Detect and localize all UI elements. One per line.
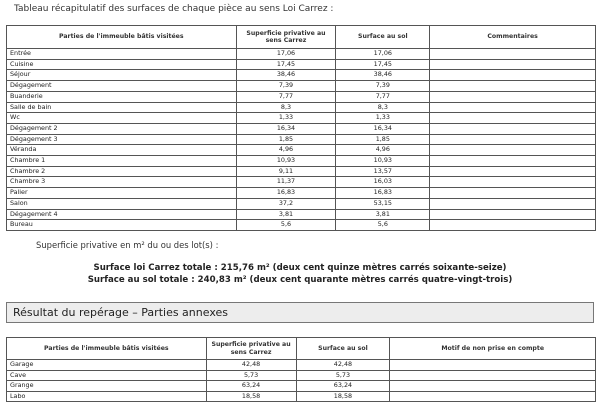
cell-surface-sol: 5,73 bbox=[296, 370, 390, 381]
table-row bbox=[7, 134, 596, 145]
cell-surface-sol: 7,39 bbox=[336, 81, 430, 92]
table-row bbox=[7, 220, 596, 231]
cell-commentaire bbox=[390, 370, 596, 381]
cell-surface-sol: 16,83 bbox=[336, 188, 430, 199]
header-parties: Parties de l'immeuble bâtis visitées bbox=[7, 26, 237, 49]
cell-superficie-carrez: 11,37 bbox=[236, 177, 336, 188]
table-row bbox=[7, 59, 596, 70]
cell-commentaire bbox=[430, 145, 596, 156]
cell-piece: Chambre 2 bbox=[7, 166, 237, 177]
table-row bbox=[7, 81, 596, 92]
privative-label: Superficie privative en m² du ou des lot(s) : bbox=[36, 240, 219, 250]
header-superficie-carrez: Superficie privative au sens Carrez bbox=[236, 26, 336, 49]
cell-surface-sol: 5,6 bbox=[336, 220, 430, 231]
cell-commentaire bbox=[430, 220, 596, 231]
cell-surface-sol: 1,33 bbox=[336, 113, 430, 124]
surfaces-table-body bbox=[7, 49, 596, 231]
cell-superficie-carrez: 5,73 bbox=[206, 370, 296, 381]
table-row bbox=[7, 70, 596, 81]
table-row bbox=[7, 198, 596, 209]
section-header bbox=[6, 302, 594, 323]
cell-superficie-carrez: 4,96 bbox=[236, 145, 336, 156]
cell-surface-sol: 3,81 bbox=[336, 209, 430, 220]
cell-superficie-carrez: 18,58 bbox=[206, 391, 296, 402]
cell-commentaire bbox=[430, 102, 596, 113]
cell-superficie-carrez: 7,39 bbox=[236, 81, 336, 92]
cell-superficie-carrez: 1,85 bbox=[236, 134, 336, 145]
cell-commentaire bbox=[430, 59, 596, 70]
cell-piece: Véranda bbox=[7, 145, 237, 156]
cell-commentaire bbox=[430, 209, 596, 220]
cell-superficie-carrez: 5,6 bbox=[236, 220, 336, 231]
cell-piece: Grange bbox=[7, 381, 207, 392]
intro-text: Tableau récapitulatif des surfaces de chaque pièce au sens Loi Carrez : bbox=[14, 4, 334, 14]
table-row bbox=[7, 360, 596, 371]
table-row bbox=[7, 123, 596, 134]
cell-commentaire bbox=[430, 166, 596, 177]
table-row bbox=[7, 177, 596, 188]
cell-surface-sol: 4,96 bbox=[336, 145, 430, 156]
cell-commentaire bbox=[390, 381, 596, 392]
table-row bbox=[7, 391, 596, 402]
cell-commentaire bbox=[430, 156, 596, 167]
cell-superficie-carrez: 16,34 bbox=[236, 123, 336, 134]
cell-piece: Cuisine bbox=[7, 59, 237, 70]
cell-superficie-carrez: 8,3 bbox=[236, 102, 336, 113]
table-row bbox=[7, 166, 596, 177]
cell-superficie-carrez: 1,33 bbox=[236, 113, 336, 124]
header-surface-sol: Surface au sol bbox=[296, 338, 390, 360]
header-motif: Motif de non prise en compte bbox=[390, 338, 596, 360]
cell-superficie-carrez: 10,93 bbox=[236, 156, 336, 167]
cell-surface-sol: 53,15 bbox=[336, 198, 430, 209]
cell-commentaire bbox=[430, 123, 596, 134]
table-row bbox=[7, 102, 596, 113]
cell-piece: Palier bbox=[7, 188, 237, 199]
header-surface-sol: Surface au sol bbox=[336, 26, 430, 49]
cell-commentaire bbox=[430, 188, 596, 199]
cell-superficie-carrez: 38,46 bbox=[236, 70, 336, 81]
table-row bbox=[7, 113, 596, 124]
cell-piece: Salle de bain bbox=[7, 102, 237, 113]
total-carrez: Surface loi Carrez totale : 215,76 m² (deux cent quinze mètres carrés soixante-seize) bbox=[93, 263, 507, 273]
cell-superficie-carrez: 42,48 bbox=[206, 360, 296, 371]
cell-piece: Cave bbox=[7, 370, 207, 381]
cell-commentaire bbox=[430, 49, 596, 60]
cell-superficie-carrez: 37,2 bbox=[236, 198, 336, 209]
total-sol: Surface au sol totale : 240,83 m² (deux cent quarante mètres carrés quatre-vingt-trois) bbox=[87, 275, 513, 285]
table-header-row bbox=[7, 26, 596, 49]
cell-commentaire bbox=[430, 198, 596, 209]
cell-superficie-carrez: 63,24 bbox=[206, 381, 296, 392]
cell-piece: Dégagement 2 bbox=[7, 123, 237, 134]
cell-piece: Salon bbox=[7, 198, 237, 209]
cell-piece: Bureau bbox=[7, 220, 237, 231]
cell-superficie-carrez: 17,45 bbox=[236, 59, 336, 70]
cell-superficie-carrez: 9,11 bbox=[236, 166, 336, 177]
cell-piece: Labo bbox=[7, 391, 207, 402]
cell-superficie-carrez: 7,77 bbox=[236, 91, 336, 102]
header-superficie-carrez: Superficie privative au sens Carrez bbox=[206, 338, 296, 360]
cell-commentaire bbox=[430, 70, 596, 81]
cell-surface-sol: 42,48 bbox=[296, 360, 390, 371]
cell-commentaire bbox=[390, 360, 596, 371]
cell-superficie-carrez: 16,83 bbox=[236, 188, 336, 199]
cell-commentaire bbox=[430, 81, 596, 92]
annexes-table-body bbox=[7, 360, 596, 402]
cell-surface-sol: 7,77 bbox=[336, 91, 430, 102]
cell-piece: Dégagement 4 bbox=[7, 209, 237, 220]
cell-surface-sol: 63,24 bbox=[296, 381, 390, 392]
cell-surface-sol: 8,3 bbox=[336, 102, 430, 113]
cell-surface-sol: 13,57 bbox=[336, 166, 430, 177]
cell-piece: Chambre 1 bbox=[7, 156, 237, 167]
table-row bbox=[7, 381, 596, 392]
cell-commentaire bbox=[430, 177, 596, 188]
cell-surface-sol: 1,85 bbox=[336, 134, 430, 145]
cell-surface-sol: 16,34 bbox=[336, 123, 430, 134]
section-title: Résultat du repérage – Parties annexes bbox=[13, 306, 228, 319]
header-parties: Parties de l'immeuble bâtis visitées bbox=[7, 338, 207, 360]
table-row bbox=[7, 188, 596, 199]
table-header-row bbox=[7, 338, 596, 360]
cell-superficie-carrez: 17,06 bbox=[236, 49, 336, 60]
cell-surface-sol: 17,06 bbox=[336, 49, 430, 60]
cell-surface-sol: 18,58 bbox=[296, 391, 390, 402]
table-row bbox=[7, 49, 596, 60]
cell-commentaire bbox=[390, 391, 596, 402]
cell-piece: Dégagement 3 bbox=[7, 134, 237, 145]
cell-commentaire bbox=[430, 134, 596, 145]
cell-piece: Séjour bbox=[7, 70, 237, 81]
cell-commentaire bbox=[430, 113, 596, 124]
cell-commentaire bbox=[430, 91, 596, 102]
surfaces-table bbox=[6, 25, 596, 231]
cell-piece: Garage bbox=[7, 360, 207, 371]
cell-piece: Entrée bbox=[7, 49, 237, 60]
table-row bbox=[7, 370, 596, 381]
table-row bbox=[7, 91, 596, 102]
table-row bbox=[7, 156, 596, 167]
cell-superficie-carrez: 3,81 bbox=[236, 209, 336, 220]
header-commentaires: Commentaires bbox=[430, 26, 596, 49]
cell-surface-sol: 17,45 bbox=[336, 59, 430, 70]
cell-piece: Dégagement bbox=[7, 81, 237, 92]
cell-piece: Wc bbox=[7, 113, 237, 124]
cell-piece: Chambre 3 bbox=[7, 177, 237, 188]
annexes-table bbox=[6, 337, 596, 402]
table-row bbox=[7, 209, 596, 220]
cell-surface-sol: 16,03 bbox=[336, 177, 430, 188]
table-row bbox=[7, 145, 596, 156]
cell-piece: Buanderie bbox=[7, 91, 237, 102]
cell-surface-sol: 38,46 bbox=[336, 70, 430, 81]
cell-surface-sol: 10,93 bbox=[336, 156, 430, 167]
